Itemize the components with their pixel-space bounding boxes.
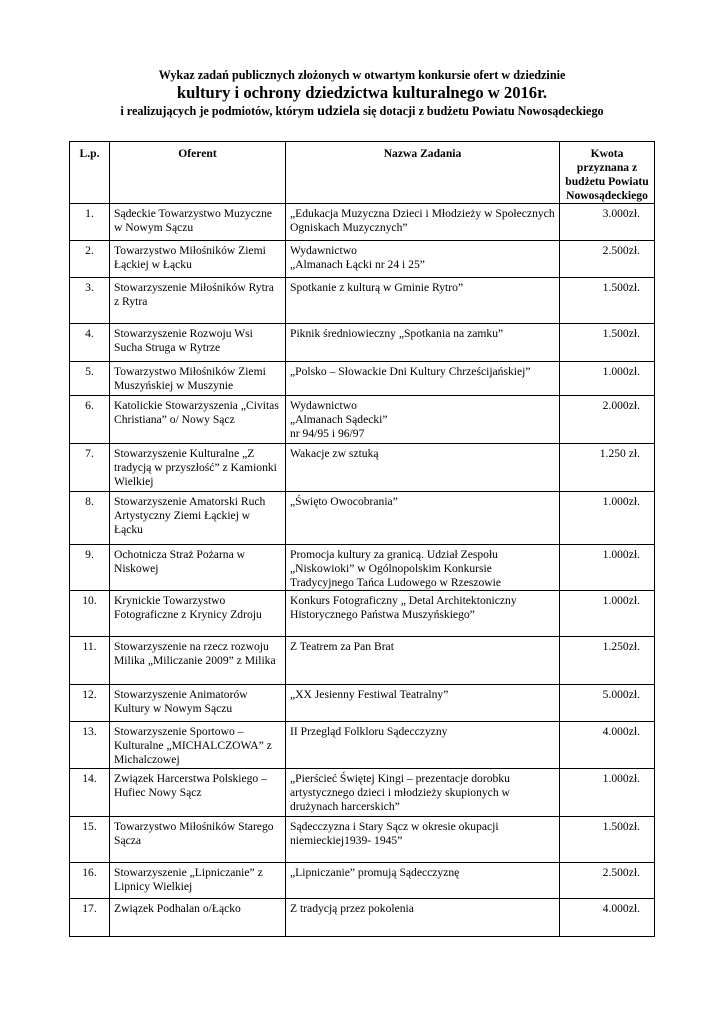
- cell-oferent: Towarzystwo Miłośników Ziemi Łąckiej w Łącku: [110, 241, 286, 278]
- grants-table: [69, 141, 655, 937]
- cell-zadanie: Wydawnictwo „Almanach Sądecki” nr 94/95 i 96/97: [286, 396, 560, 444]
- cell-zadanie: II Przegląd Folkloru Sądecczyzny: [286, 722, 560, 769]
- cell-oferent: Stowarzyszenie Sportowo – Kulturalne „MICHALCZOWA” z Michalczowej: [110, 722, 286, 769]
- table-row: [70, 278, 655, 324]
- cell-zadanie: „Polsko – Słowackie Dni Kultury Chrześcijańskiej”: [286, 362, 560, 396]
- cell-oferent: Związek Harcerstwa Polskiego – Hufiec Nowy Sącz: [110, 769, 286, 817]
- cell-lp: 3.: [70, 278, 110, 324]
- cell-lp: 2.: [70, 241, 110, 278]
- table-row: [70, 863, 655, 899]
- table-row: [70, 492, 655, 545]
- cell-kwota: 4.000zł.: [560, 722, 655, 769]
- cell-oferent: Stowarzyszenie „Lipniczanie” z Lipnicy Wielkiej: [110, 863, 286, 899]
- header-line-3-post: się dotacji z budżetu Powiatu Nowosądeckiego: [359, 104, 604, 118]
- cell-zadanie: „Pierścieć Świętej Kingi – prezentacje dorobku artystycznego dzieci i młodzieży skupionych w drużynach harcerskich”: [286, 769, 560, 817]
- cell-zadanie: „Święto Owocobrania”: [286, 492, 560, 545]
- cell-kwota: 1.000zł.: [560, 545, 655, 591]
- table-row: [70, 241, 655, 278]
- table-row: [70, 396, 655, 444]
- cell-oferent: Towarzystwo Miłośników Ziemi Muszyńskiej w Muszynie: [110, 362, 286, 396]
- table-row: [70, 545, 655, 591]
- cell-kwota: 4.000zł.: [560, 899, 655, 937]
- cell-zadanie: Wakacje zw sztuką: [286, 444, 560, 492]
- cell-oferent: Ochotnicza Straż Pożarna w Niskowej: [110, 545, 286, 591]
- cell-lp: 1.: [70, 204, 110, 241]
- cell-lp: 12.: [70, 685, 110, 722]
- cell-oferent: Stowarzyszenie Amatorski Ruch Artystyczny Ziemi Łąckiej w Łącku: [110, 492, 286, 545]
- cell-oferent: Stowarzyszenie na rzecz rozwoju Milika „Miliczanie 2009” z Milika: [110, 637, 286, 685]
- cell-oferent: Sądeckie Towarzystwo Muzyczne w Nowym Sączu: [110, 204, 286, 241]
- cell-zadanie: Promocja kultury za granicą. Udział Zespołu „Niskowioki” w Ogólnopolskim Konkursie Tradycyjnego Tańca Ludowego w Rzeszowie: [286, 545, 560, 591]
- cell-oferent: Stowarzyszenie Rozwoju Wsi Sucha Struga w Rytrze: [110, 324, 286, 362]
- cell-oferent: Stowarzyszenie Miłośników Rytra z Rytra: [110, 278, 286, 324]
- cell-kwota: 1.500zł.: [560, 817, 655, 863]
- cell-lp: 15.: [70, 817, 110, 863]
- table-row: [70, 769, 655, 817]
- cell-zadanie: Konkurs Fotograficzny „ Detal Architektoniczny Historycznego Państwa Muszyńskiego”: [286, 591, 560, 637]
- cell-zadanie: Wydawnictwo „Almanach Łącki nr 24 i 25”: [286, 241, 560, 278]
- cell-oferent: Krynickie Towarzystwo Fotograficzne z Krynicy Zdroju: [110, 591, 286, 637]
- cell-kwota: 1.250 zł.: [560, 444, 655, 492]
- table-row: [70, 722, 655, 769]
- cell-oferent: Stowarzyszenie Animatorów Kultury w Nowym Sączu: [110, 685, 286, 722]
- table-row: [70, 685, 655, 722]
- document-header: [0, 68, 724, 120]
- cell-oferent: Towarzystwo Miłośników Starego Sącza: [110, 817, 286, 863]
- cell-lp: 8.: [70, 492, 110, 545]
- header-kwota: Kwota przyznana z budżetu Powiatu Nowosądeckiego: [560, 142, 655, 204]
- header-oferent: Oferent: [110, 142, 286, 204]
- cell-zadanie: Spotkanie z kulturą w Gminie Rytro”: [286, 278, 560, 324]
- table-row: [70, 899, 655, 937]
- header-zadanie: Nazwa Zadania: [286, 142, 560, 204]
- table-row: [70, 637, 655, 685]
- cell-kwota: 1.000zł.: [560, 769, 655, 817]
- cell-lp: 14.: [70, 769, 110, 817]
- cell-kwota: 2.000zł.: [560, 396, 655, 444]
- table-row: [70, 204, 655, 241]
- header-lp: L.p.: [70, 142, 110, 204]
- cell-kwota: 2.500zł.: [560, 863, 655, 899]
- cell-lp: 10.: [70, 591, 110, 637]
- cell-kwota: 1.000zł.: [560, 492, 655, 545]
- cell-lp: 11.: [70, 637, 110, 685]
- header-line-3: [0, 103, 724, 120]
- cell-zadanie: Sądecczyzna i Stary Sącz w okresie okupacji niemieckiej1939- 1945”: [286, 817, 560, 863]
- cell-kwota: 1.000zł.: [560, 591, 655, 637]
- cell-zadanie: Z Teatrem za Pan Brat: [286, 637, 560, 685]
- cell-lp: 16.: [70, 863, 110, 899]
- table-header-row: [70, 142, 655, 204]
- header-line-3-emphasis: udziela: [317, 104, 360, 119]
- cell-kwota: 2.500zł.: [560, 241, 655, 278]
- cell-oferent: Katolickie Stowarzyszenia „Civitas Christiana” o/ Nowy Sącz: [110, 396, 286, 444]
- cell-zadanie: Z tradycją przez pokolenia: [286, 899, 560, 937]
- table-row: [70, 324, 655, 362]
- table-row: [70, 591, 655, 637]
- cell-kwota: 1.250zł.: [560, 637, 655, 685]
- cell-zadanie: „Lipniczanie” promują Sądecczyznę: [286, 863, 560, 899]
- cell-lp: 13.: [70, 722, 110, 769]
- header-line-3-pre: i realizujących je podmiotów, którym: [120, 104, 318, 118]
- cell-lp: 9.: [70, 545, 110, 591]
- cell-kwota: 1.000zł.: [560, 362, 655, 396]
- cell-kwota: 1.500zł.: [560, 278, 655, 324]
- table-row: [70, 444, 655, 492]
- cell-zadanie: „XX Jesienny Festiwal Teatralny”: [286, 685, 560, 722]
- cell-oferent: Stowarzyszenie Kulturalne „Z tradycją w przyszłość” z Kamionki Wielkiej: [110, 444, 286, 492]
- cell-lp: 7.: [70, 444, 110, 492]
- table-row: [70, 362, 655, 396]
- cell-kwota: 3.000zł.: [560, 204, 655, 241]
- header-line-2: kultury i ochrony dziedzictwa kulturalnego w 2016r.: [176, 83, 548, 102]
- cell-oferent: Związek Podhalan o/Łącko: [110, 899, 286, 937]
- cell-kwota: 1.500zł.: [560, 324, 655, 362]
- cell-kwota: 5.000zł.: [560, 685, 655, 722]
- cell-lp: 6.: [70, 396, 110, 444]
- cell-zadanie: „Edukacja Muzyczna Dzieci i Młodzieży w Społecznych Ogniskach Muzycznych”: [286, 204, 560, 241]
- cell-lp: 4.: [70, 324, 110, 362]
- cell-zadanie: Piknik średniowieczny „Spotkania na zamku”: [286, 324, 560, 362]
- cell-lp: 17.: [70, 899, 110, 937]
- table-row: [70, 817, 655, 863]
- header-line-1: Wykaz zadań publicznych złożonych w otwartym konkursie ofert w dziedzinie: [158, 68, 566, 82]
- cell-lp: 5.: [70, 362, 110, 396]
